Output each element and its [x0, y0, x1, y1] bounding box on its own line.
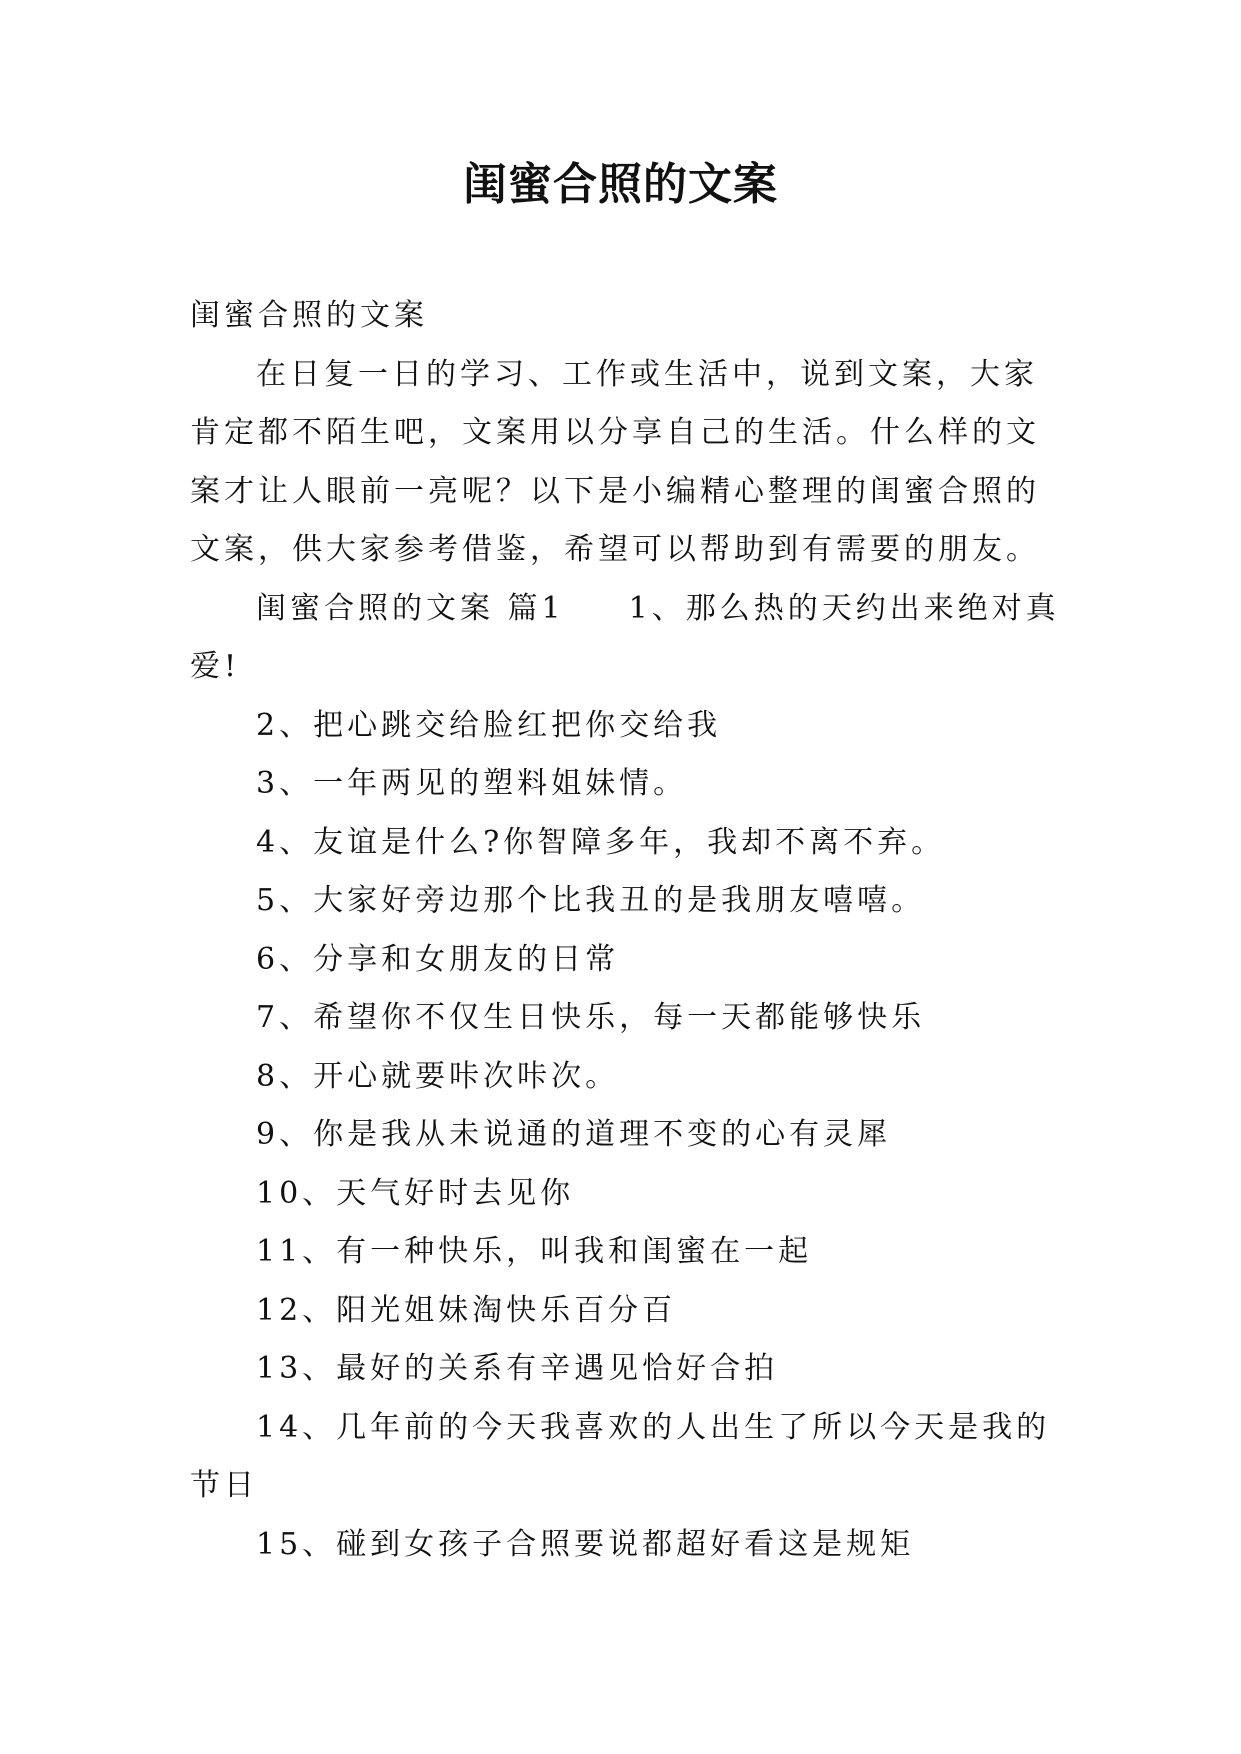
list-item: 2、把心跳交给脸红把你交给我 — [256, 707, 722, 743]
list-item: 14、几年前的今天我喜欢的人出生了所以今天是我的节日 — [190, 1409, 1051, 1503]
document-title: 闺蜜合照的文案 — [463, 159, 778, 210]
list-item: 11、有一种快乐，叫我和闺蜜在一起 — [256, 1234, 813, 1269]
list-item: 12、阳光姐妹淘快乐百分百 — [256, 1292, 677, 1328]
list-item: 15、碰到女孩子合照要说都超好看这是规矩 — [256, 1526, 915, 1562]
list-item: 5、大家好旁边那个比我丑的是我朋友嘻嘻。 — [256, 883, 926, 918]
list-item: 10、天气好时去见你 — [256, 1175, 575, 1211]
list-item: 9、你是我从未说通的道理不变的心有灵犀 — [256, 1117, 892, 1152]
intro-paragraph: 在日复一日的学习、工作或生活中，说到文案，大家肯定都不陌生吧，文案用以分享自己的生活。什么样的文案才让人眼前一亮呢？以下是小编精心整理的闺蜜合照的文案，供大家参考借鉴，希望可以帮助到有需要的朋友。 — [190, 356, 1040, 567]
list-item: 8、开心就要咔次咔次。 — [256, 1058, 620, 1094]
list-item: 13、最好的关系有辛遇见恰好合拍 — [256, 1351, 779, 1386]
list-item: 1、那么热的天约出来绝对真爱! — [190, 590, 1060, 684]
list-item: 3、一年两见的塑料姐妹情。 — [256, 766, 688, 801]
list-item: 6、分享和女朋友的日常 — [256, 941, 620, 977]
document-body — [190, 287, 1070, 1574]
document-subtitle: 闺蜜合照的文案 — [190, 298, 428, 333]
list-item: 7、希望你不仅生日快乐，每一天都能够快乐 — [256, 1000, 926, 1035]
section-paragraph — [190, 580, 1070, 697]
section-heading: 闺蜜合照的文案 篇1 — [256, 590, 565, 626]
list-item: 4、友谊是什么?你智障多年，我却不离不弃。 — [256, 824, 946, 860]
